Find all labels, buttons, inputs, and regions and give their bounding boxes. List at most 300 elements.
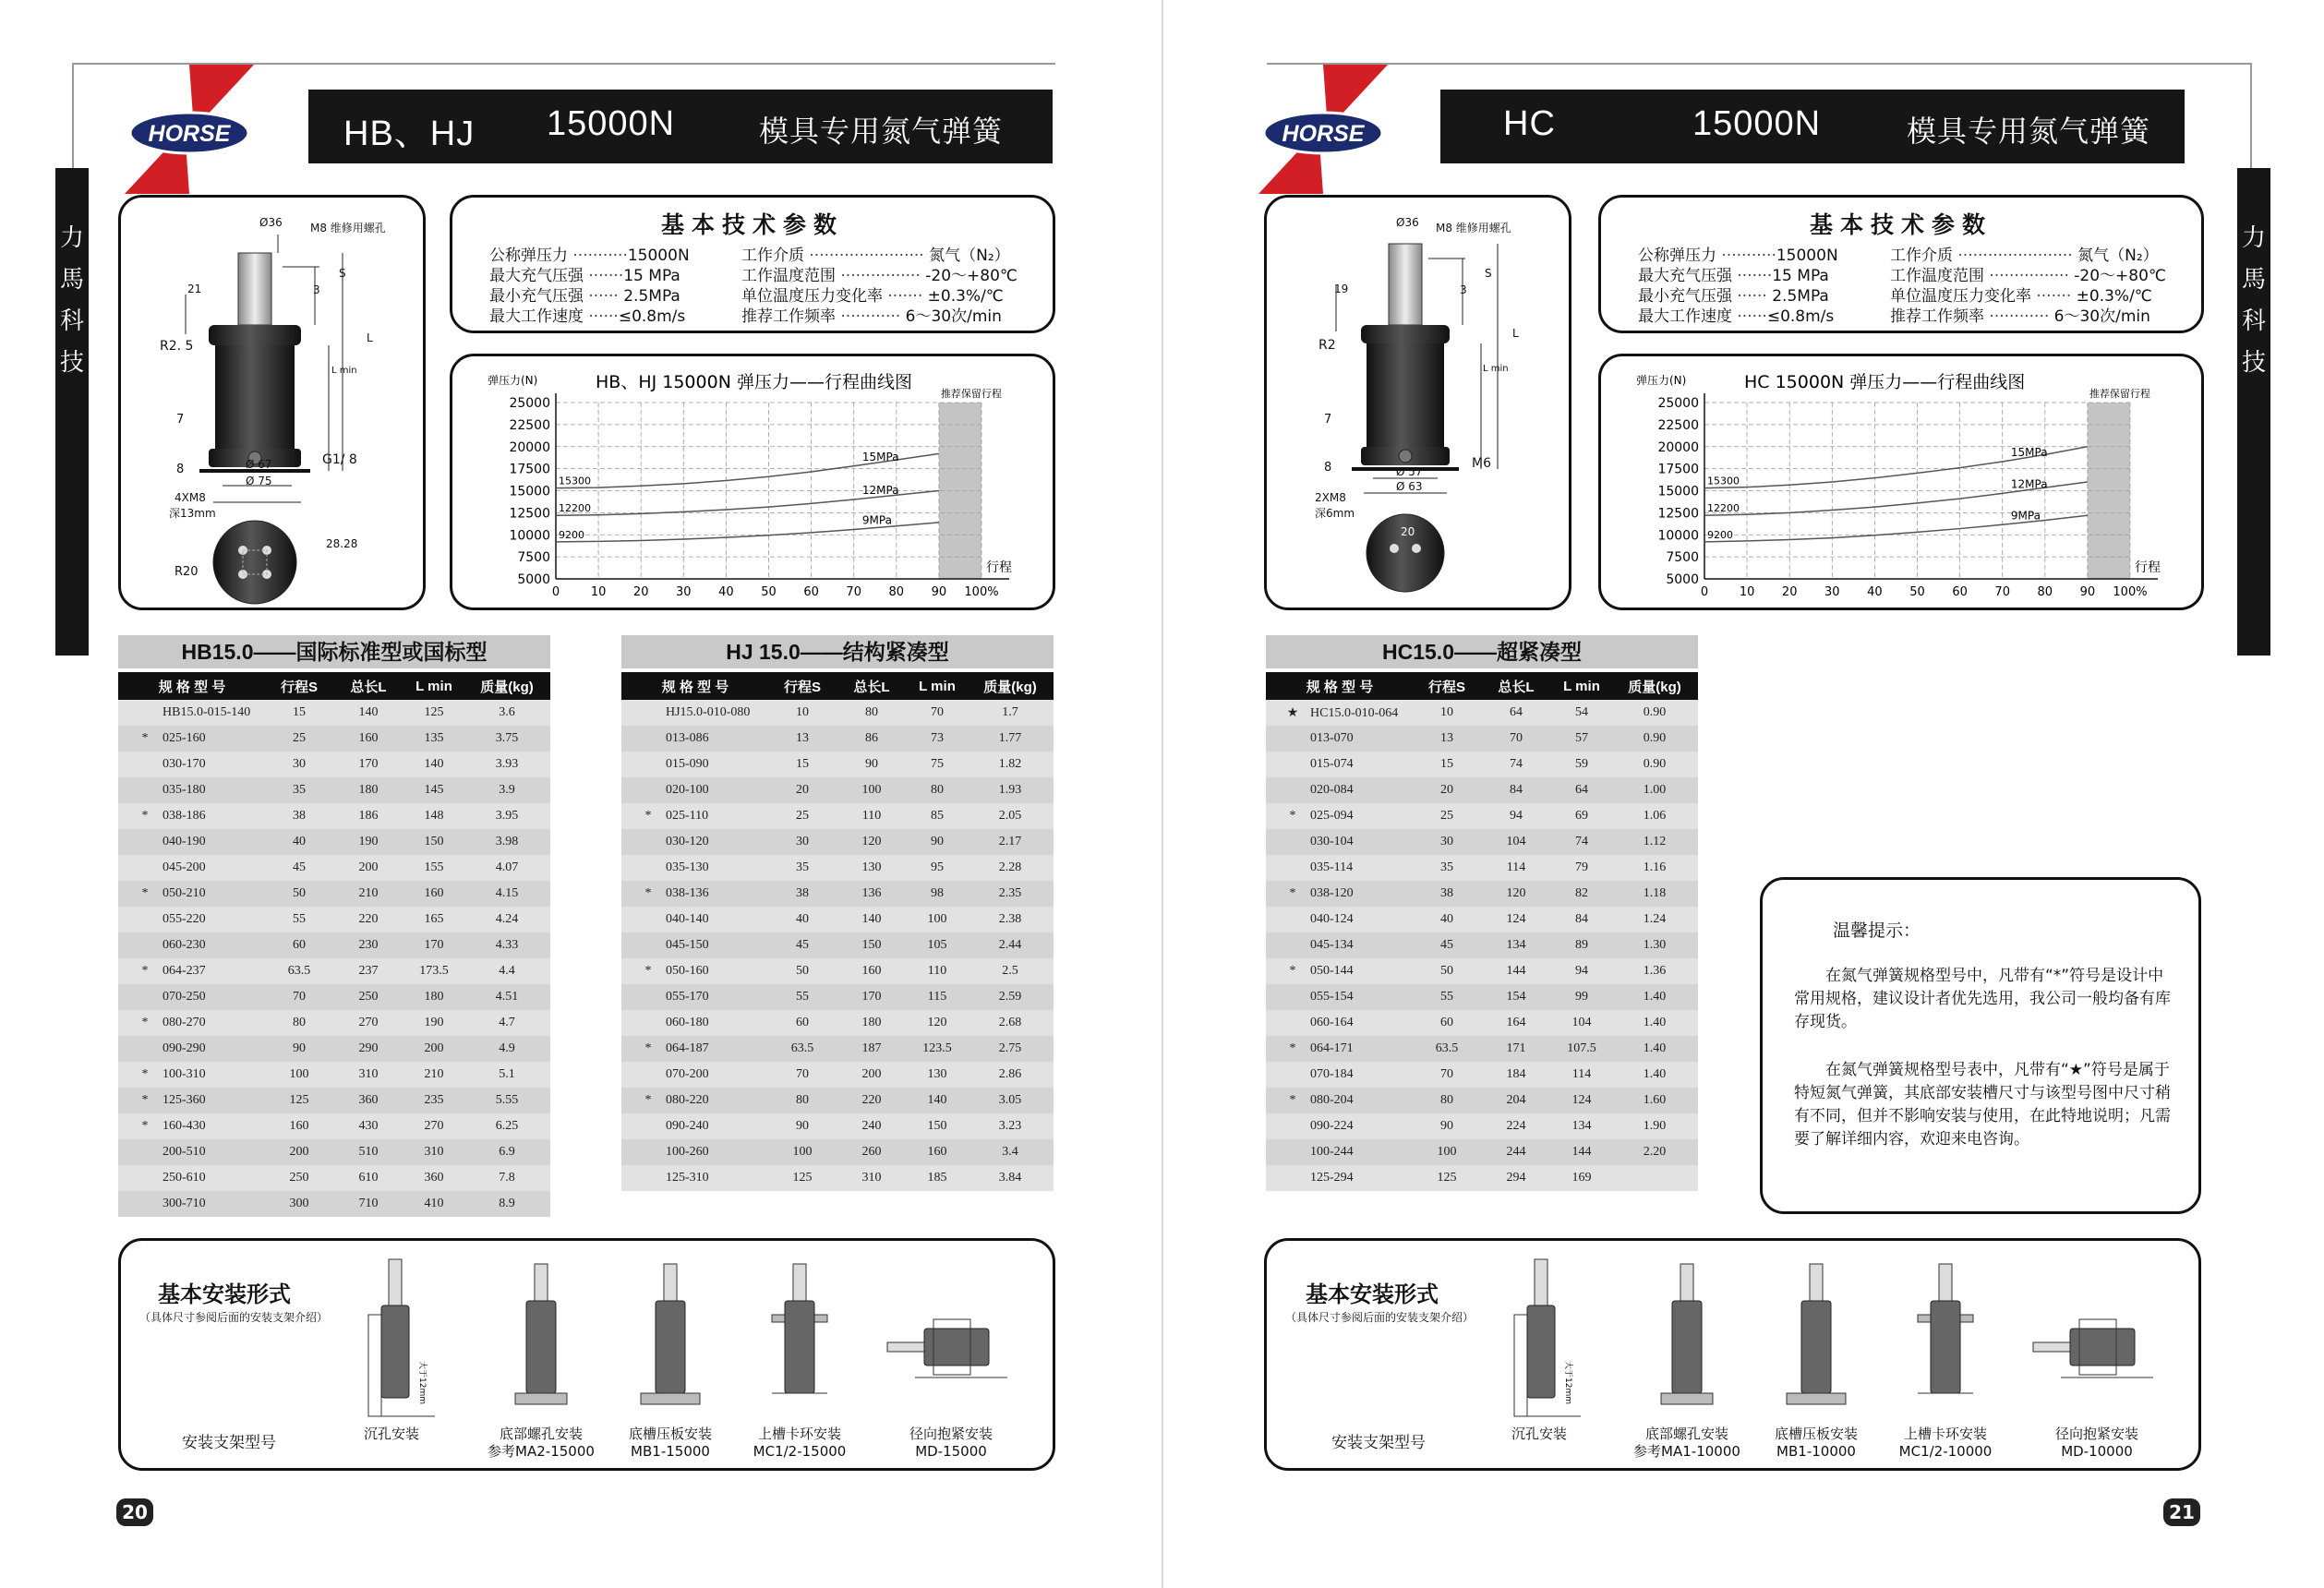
cell-kg: 1.40 — [1611, 1010, 1698, 1036]
dim-21: 21 — [187, 283, 202, 295]
preferred-mark: * — [644, 1093, 652, 1107]
title-desc: 模具专用氮气弹簧 — [1907, 114, 2151, 148]
preferred-mark: ★ — [1286, 705, 1299, 720]
cell-kg: 1.30 — [1611, 932, 1698, 958]
model-number: 038-186 — [163, 809, 206, 823]
param-row: 公称弹压力 ···········15000N — [1638, 247, 1838, 265]
cell-s: 90 — [1414, 1113, 1480, 1139]
model-number: 040-140 — [666, 912, 709, 926]
param-row: 推荐工作频率 ············ 6～30次/min — [741, 307, 1002, 326]
cell-l: 270 — [332, 1010, 404, 1036]
cell-l: 114 — [1480, 855, 1552, 881]
table-row — [118, 1113, 550, 1139]
param-row: 工作介质 ······················· 氮气（N₂） — [741, 247, 1010, 265]
cell-kg: 3.23 — [967, 1113, 1054, 1139]
dim-d57: Ø 57 — [1396, 465, 1423, 478]
cell-l: 360 — [332, 1088, 404, 1113]
force-stroke-chart-box — [450, 354, 1055, 610]
cell-lmin: 120 — [908, 1010, 967, 1036]
cell-s: 15 — [266, 700, 332, 726]
cell-kg: 1.93 — [967, 777, 1054, 803]
model-number: 060-164 — [1310, 1016, 1354, 1029]
rod-icon — [1680, 1264, 1693, 1305]
param-row: 工作介质 ······················· 氮气（N₂） — [1890, 247, 2159, 265]
preferred-mark: * — [141, 1016, 149, 1029]
model-cell — [1266, 855, 1414, 881]
hj-table-title: HJ 15.0——结构紧凑型 — [621, 635, 1054, 668]
model-cell — [1266, 1165, 1414, 1191]
cell-s: 13 — [769, 726, 836, 752]
dim-m8: M8 维修用螺孔 — [1436, 222, 1511, 235]
cell-l: 220 — [836, 1088, 908, 1113]
cell-kg: 2.86 — [967, 1062, 1054, 1088]
cell-s: 100 — [769, 1139, 836, 1165]
x-tick-label: 0 — [551, 585, 560, 599]
model-cell — [1266, 984, 1414, 1010]
product-drawing-box — [118, 195, 426, 610]
cell-l: 80 — [836, 700, 908, 726]
cell-l: 140 — [836, 907, 908, 932]
rod-icon — [1535, 1259, 1547, 1305]
title-force: 15000N — [1692, 104, 1822, 143]
cell-lmin: 180 — [404, 984, 464, 1010]
model-number: 090-240 — [666, 1119, 709, 1133]
cell-l: 190 — [332, 829, 404, 855]
cell-l: 186 — [332, 803, 404, 829]
cell-lmin: 135 — [404, 726, 464, 752]
rod-icon — [664, 1264, 677, 1305]
model-cell — [118, 1113, 266, 1139]
cell-kg: 8.9 — [464, 1191, 550, 1217]
model-cell — [621, 829, 769, 855]
cell-s: 200 — [266, 1139, 332, 1165]
model-number: 020-100 — [666, 783, 709, 797]
mount-subtitle: （具体尺寸参阅后面的安装支架介绍） — [139, 1311, 329, 1324]
dim-8: 8 — [1324, 461, 1332, 475]
side-tab-right — [2237, 168, 2270, 656]
cell-l: 200 — [836, 1062, 908, 1088]
rod-icon — [1810, 1264, 1823, 1305]
column-header: L min — [908, 672, 967, 700]
table-row — [1266, 1010, 1698, 1036]
side-tab-char: 技 — [59, 349, 84, 377]
cell-lmin: 84 — [1552, 907, 1611, 932]
cell-s: 55 — [1414, 984, 1480, 1010]
y-tick-label: 7500 — [517, 550, 550, 566]
table-row — [1266, 1165, 1698, 1191]
cell-l: 120 — [836, 829, 908, 855]
series-name-label: 15MPa — [861, 450, 899, 463]
table-row — [621, 881, 1054, 907]
dim-19: 19 — [1334, 283, 1349, 295]
cell-l: 70 — [1480, 726, 1552, 752]
model-number: 080-204 — [1310, 1093, 1354, 1107]
y-tick-label: 12500 — [509, 506, 550, 522]
table-row — [1266, 1088, 1698, 1113]
preferred-mark: * — [141, 1067, 149, 1081]
tips-paragraph: 在氮气弹簧规格型号表中，凡带有“★”符号是属于特短氮气弹簧，其底部安装槽尺寸与该型号图中尺寸稍有不同，但并不影响安装与使用，在此特地说明；凡需要了解详细内容，欢迎来电咨询。 — [1794, 1061, 2171, 1149]
cell-kg: 1.16 — [1611, 855, 1698, 881]
table-row — [118, 958, 550, 984]
cell-kg: 1.00 — [1611, 777, 1698, 803]
model-cell — [621, 932, 769, 958]
cell-lmin: 150 — [908, 1113, 967, 1139]
cell-kg: 1.82 — [967, 752, 1054, 777]
cell-l: 160 — [332, 726, 404, 752]
x-tick-label: 30 — [1824, 585, 1840, 599]
table-row — [621, 958, 1054, 984]
cell-lmin: 144 — [1552, 1139, 1611, 1165]
cell-lmin: 235 — [404, 1088, 464, 1113]
y-tick-label: 15000 — [509, 484, 550, 499]
param-row: 最小充气压强 ······ 2.5MPa — [1638, 287, 1829, 306]
svg-text:HORSE: HORSE — [148, 121, 231, 147]
bracket-label: 安装支架型号 — [182, 1434, 276, 1452]
cell-s: 35 — [1414, 855, 1480, 881]
cell-l: 430 — [332, 1113, 404, 1139]
model-cell — [621, 752, 769, 777]
cell-l: 180 — [836, 1010, 908, 1036]
cell-l: 74 — [1480, 752, 1552, 777]
cell-lmin: 94 — [1552, 958, 1611, 984]
dim-d36: Ø36 — [1396, 216, 1419, 229]
cell-l: 260 — [836, 1139, 908, 1165]
table-row — [1266, 1062, 1698, 1088]
cell-kg: 6.25 — [464, 1113, 550, 1139]
cell-l: 84 — [1480, 777, 1552, 803]
cell-kg: 4.24 — [464, 907, 550, 932]
dim-3: 3 — [313, 283, 320, 296]
cell-lmin: 145 — [404, 777, 464, 803]
cell-s: 38 — [1414, 881, 1480, 907]
table-row — [621, 1113, 1054, 1139]
preferred-mark: * — [644, 809, 652, 823]
model-number: 030-120 — [666, 835, 709, 848]
dim-d36: Ø36 — [259, 216, 283, 229]
cell-s: 60 — [769, 1010, 836, 1036]
cell-kg: 3.98 — [464, 829, 550, 855]
cell-l: 134 — [1480, 932, 1552, 958]
model-cell — [1266, 1088, 1414, 1113]
model-cell — [1266, 829, 1414, 855]
cell-s: 100 — [266, 1062, 332, 1088]
preferred-mark: * — [644, 886, 652, 900]
x-tick-label: 10 — [1739, 585, 1755, 599]
cell-kg: 6.9 — [464, 1139, 550, 1165]
cell-lmin: 95 — [908, 855, 967, 881]
y-tick-label: 5000 — [517, 572, 550, 587]
preferred-mark: * — [644, 1041, 652, 1055]
dim-20: 20 — [1401, 525, 1415, 538]
series-start-label: 9200 — [1707, 528, 1733, 541]
model-cell — [118, 984, 266, 1010]
title-desc: 模具专用氮气弹簧 — [759, 114, 1004, 148]
cell-l: 230 — [332, 932, 404, 958]
cell-kg: 2.38 — [967, 907, 1054, 932]
cell-l: 136 — [836, 881, 908, 907]
dim-7: 7 — [1324, 413, 1332, 427]
preferred-mark: * — [141, 1093, 149, 1107]
cell-kg: 3.95 — [464, 803, 550, 829]
cell-l: 124 — [1480, 907, 1552, 932]
model-cell — [1266, 881, 1414, 907]
table-row — [1266, 752, 1698, 777]
spring-drawing — [1267, 198, 1571, 609]
mount-item: 底部螺孔安装 参考MA2-15000 — [488, 1426, 595, 1460]
cell-s: 45 — [1414, 932, 1480, 958]
model-cell — [1266, 777, 1414, 803]
cell-s: 10 — [769, 700, 836, 726]
table-row — [621, 1036, 1054, 1062]
y-tick-label: 25000 — [1657, 396, 1699, 411]
cell-l: 237 — [332, 958, 404, 984]
cell-kg: 0.90 — [1611, 752, 1698, 777]
cell-lmin: 200 — [404, 1036, 464, 1062]
model-cell — [118, 855, 266, 881]
table-row — [118, 1010, 550, 1036]
model-cell — [118, 700, 266, 726]
y-tick-label: 25000 — [509, 396, 550, 411]
model-number: HC15.0-010-064 — [1310, 705, 1399, 720]
model-cell — [118, 1139, 266, 1165]
table-row — [118, 726, 550, 752]
cell-l: 210 — [332, 881, 404, 907]
table-row — [1266, 777, 1698, 803]
y-axis-label: 弹压力(N) — [488, 374, 538, 387]
side-tab-char: 力 — [59, 224, 84, 252]
hc-spec-table — [1266, 672, 1698, 1191]
spring-body-icon — [656, 1301, 685, 1393]
cell-lmin: 105 — [908, 932, 967, 958]
model-cell — [118, 1010, 266, 1036]
cell-l: 224 — [1480, 1113, 1552, 1139]
column-header: 质量(kg) — [967, 672, 1054, 700]
cell-s: 15 — [769, 752, 836, 777]
spring-body-icon — [1527, 1305, 1555, 1398]
model-cell — [1266, 752, 1414, 777]
cell-lmin: 140 — [908, 1088, 967, 1113]
dim-depth: 深13mm — [169, 507, 216, 520]
model-number: HB15.0-015-140 — [163, 705, 251, 719]
cell-kg: 4.15 — [464, 881, 550, 907]
model-number: 025-160 — [163, 731, 206, 745]
column-header: L min — [1552, 672, 1611, 700]
x-tick-label: 0 — [1700, 585, 1709, 599]
tech-params-box — [1598, 195, 2204, 333]
param-row: 工作温度范围 ················ -20～+80℃ — [741, 267, 1018, 285]
model-number: 055-154 — [1310, 990, 1354, 1004]
cell-lmin: 148 — [404, 803, 464, 829]
cell-s: 25 — [266, 726, 332, 752]
spring-body-icon — [526, 1301, 556, 1393]
side-tab-char: 力 — [2241, 224, 2266, 252]
model-cell — [118, 1191, 266, 1217]
model-cell — [621, 726, 769, 752]
cell-l: 160 — [836, 958, 908, 984]
y-tick-label: 12500 — [1657, 506, 1699, 522]
cell-l: 64 — [1480, 700, 1552, 726]
cell-lmin: 125 — [404, 700, 464, 726]
cell-kg: 2.5 — [967, 958, 1054, 984]
cell-lmin: 210 — [404, 1062, 464, 1088]
dim-8: 8 — [176, 463, 185, 476]
cell-lmin: 410 — [404, 1191, 464, 1217]
cell-lmin: 64 — [1552, 777, 1611, 803]
mount-item: 上槽卡环安装 MC1/2-15000 — [753, 1426, 847, 1460]
rod-icon — [535, 1264, 548, 1305]
table-row — [621, 803, 1054, 829]
cell-lmin: 57 — [1552, 726, 1611, 752]
model-cell — [621, 958, 769, 984]
base-plate-icon — [1787, 1393, 1846, 1404]
model-cell — [1266, 958, 1414, 984]
column-header: 行程S — [769, 672, 836, 700]
dim-r25: R2. 5 — [160, 339, 194, 354]
model-cell — [621, 1010, 769, 1036]
y-tick-label: 20000 — [509, 439, 550, 455]
series-name-label: 12MPa — [2010, 477, 2048, 491]
cell-lmin: 134 — [1552, 1113, 1611, 1139]
y-tick-label: 10000 — [1657, 528, 1699, 544]
y-tick-label: 5000 — [1666, 572, 1699, 587]
model-number: 070-184 — [1310, 1067, 1354, 1081]
cell-lmin: 185 — [908, 1165, 967, 1191]
x-tick-label: 30 — [676, 585, 692, 599]
cell-s: 80 — [1414, 1088, 1480, 1113]
table-row — [621, 752, 1054, 777]
dim-l: L — [367, 331, 373, 344]
cell-l: 170 — [332, 752, 404, 777]
cell-kg: 5.1 — [464, 1062, 550, 1088]
model-cell — [621, 1062, 769, 1088]
param-row: 单位温度压力变化率 ······· ±0.3%/℃ — [741, 287, 1004, 306]
dimension-text: 大于12mm — [1563, 1361, 1572, 1404]
model-number: 080-220 — [666, 1093, 709, 1107]
model-cell — [1266, 803, 1414, 829]
column-header: 规 格 型 号 — [621, 672, 769, 700]
model-number: 040-190 — [163, 835, 206, 848]
model-cell — [1266, 907, 1414, 932]
table-row — [118, 777, 550, 803]
model-number: 050-160 — [666, 964, 709, 978]
x-tick-label: 60 — [1952, 585, 1968, 599]
param-row: 公称弹压力 ···········15000N — [489, 247, 690, 265]
preferred-mark: * — [1289, 1093, 1296, 1107]
cell-l: 150 — [836, 932, 908, 958]
reserve-stroke-band — [939, 403, 981, 579]
cell-lmin: 59 — [1552, 752, 1611, 777]
model-cell — [118, 881, 266, 907]
dim-s: S — [339, 267, 346, 280]
cell-kg: 3.93 — [464, 752, 550, 777]
model-cell — [621, 700, 769, 726]
mount-title: 基本安装形式 — [1306, 1281, 1439, 1307]
cell-kg: 3.84 — [967, 1165, 1054, 1191]
cell-kg: 2.59 — [967, 984, 1054, 1010]
horse-logo — [1258, 65, 1388, 194]
table-row — [118, 1191, 550, 1217]
cell-s: 125 — [1414, 1165, 1480, 1191]
table-row — [118, 855, 550, 881]
cell-l: 110 — [836, 803, 908, 829]
column-header: 总长L — [1480, 672, 1552, 700]
force-stroke-chart — [1601, 356, 2201, 608]
model-number: 200-510 — [163, 1145, 206, 1159]
cell-s: 38 — [266, 803, 332, 829]
cell-l: 187 — [836, 1036, 908, 1062]
cell-kg — [1611, 1165, 1698, 1191]
y-tick-label: 15000 — [1657, 484, 1699, 499]
model-number: 040-124 — [1310, 912, 1354, 926]
cell-lmin: 69 — [1552, 803, 1611, 829]
cell-s: 30 — [769, 829, 836, 855]
dim-sq: 28.28 — [326, 537, 358, 550]
cell-kg: 2.20 — [1611, 1139, 1698, 1165]
dim-m6: M6 — [1472, 456, 1491, 471]
cell-kg: 3.6 — [464, 700, 550, 726]
cell-l: 200 — [332, 855, 404, 881]
model-cell — [621, 1088, 769, 1113]
model-number: 055-220 — [163, 912, 206, 926]
cell-kg: 1.90 — [1611, 1113, 1698, 1139]
cell-kg: 1.40 — [1611, 1036, 1698, 1062]
cell-s: 63.5 — [266, 958, 332, 984]
cell-l: 250 — [332, 984, 404, 1010]
model-number: 070-200 — [666, 1067, 709, 1081]
series-start-label: 12200 — [559, 502, 591, 515]
param-row: 工作温度范围 ················ -20～+80℃ — [1890, 267, 2167, 285]
x-tick-label: 90 — [931, 585, 947, 599]
model-number: 013-070 — [1310, 731, 1354, 745]
preferred-mark: * — [141, 1119, 149, 1133]
table-row — [621, 1062, 1054, 1088]
column-header: 总长L — [332, 672, 404, 700]
cell-kg: 3.75 — [464, 726, 550, 752]
series-name-label: 15MPa — [2010, 445, 2048, 459]
cell-l: 140 — [332, 700, 404, 726]
cell-l: 164 — [1480, 1010, 1552, 1036]
hj-spec-table — [621, 672, 1054, 1191]
model-number: 050-144 — [1310, 964, 1354, 978]
cell-lmin: 165 — [404, 907, 464, 932]
cell-s: 60 — [266, 932, 332, 958]
spring-body-icon — [1672, 1301, 1702, 1393]
cell-kg: 1.24 — [1611, 907, 1698, 932]
model-number: 300-710 — [163, 1197, 206, 1210]
model-number: 015-090 — [666, 757, 709, 771]
cell-kg: 2.35 — [967, 881, 1054, 907]
tips-paragraph: 在氮气弹簧规格型号中，凡带有“*”符号是设计中常用规格，建议设计者优先选用，我公司一般均备有库存现货。 — [1794, 967, 2171, 1031]
bracket-label: 安装支架型号 — [1331, 1434, 1426, 1452]
cell-kg: 1.40 — [1611, 1062, 1698, 1088]
model-number: 064-237 — [163, 964, 206, 978]
cell-lmin: 80 — [908, 777, 967, 803]
cell-lmin: 90 — [908, 829, 967, 855]
cell-lmin: 170 — [404, 932, 464, 958]
model-cell — [1266, 1010, 1414, 1036]
model-number: 020-084 — [1310, 783, 1354, 797]
side-tab-char: 馬 — [2241, 266, 2266, 294]
preferred-mark: * — [1289, 964, 1296, 978]
series-start-label: 12200 — [1707, 502, 1740, 515]
preferred-mark: * — [1289, 809, 1296, 823]
model-number: 045-150 — [666, 938, 709, 952]
mount-item: 底槽压板安装 MB1-10000 — [1774, 1426, 1858, 1460]
cell-s: 35 — [769, 855, 836, 881]
cell-s: 250 — [266, 1165, 332, 1191]
model-number: 070-250 — [163, 990, 206, 1004]
y-tick-label: 10000 — [509, 528, 550, 544]
